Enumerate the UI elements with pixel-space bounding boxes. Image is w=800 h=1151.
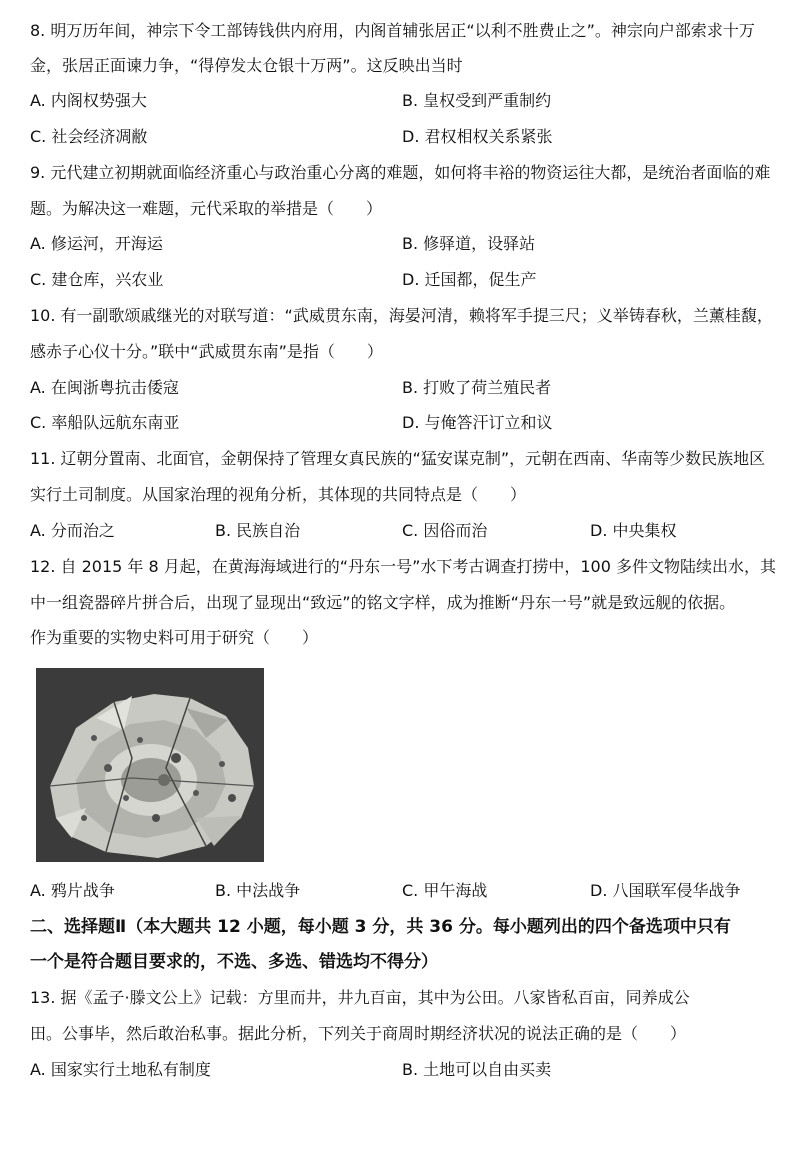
q12-stem-line3: 作为重要的实物史料可用于研究（ ） bbox=[30, 628, 319, 647]
q8-option-b: B. 皇权受到严重制约 bbox=[402, 91, 552, 110]
q12-option-d: D. 八国联军侵华战争 bbox=[590, 881, 741, 900]
q9-option-c: C. 建仓库，兴农业 bbox=[30, 270, 164, 289]
q10-option-d: D. 与俺答汗订立和议 bbox=[402, 413, 553, 432]
porcelain-shards-photo bbox=[36, 668, 264, 862]
q8-stem-line1: 8. 明万历年间，神宗下令工部铸钱供内府用，内阁首辅张居正“以利不胜费止之”。神宗向户部索求十万 bbox=[30, 21, 755, 40]
q10-option-b: B. 打败了荷兰殖民者 bbox=[402, 378, 552, 397]
q9-stem-line1: 9. 元代建立初期就面临经济重心与政治重心分离的难题，如何将丰裕的物资运往大都，是统治者面临的难 bbox=[30, 163, 771, 182]
q8-option-c: C. 社会经济凋敝 bbox=[30, 127, 148, 146]
q10-stem-line1: 10. 有一副歌颂戚继光的对联写道：“武威贯东南，海晏河清，赖将军手提三尺；义举铸春秋，兰薰桂馥， bbox=[30, 306, 773, 325]
q12-stem-line2: 中一组瓷器碎片拼合后，出现了显现出“致远”的铭文字样，成为推断“丹东一号”就是致远舰的依据。 bbox=[30, 593, 736, 612]
q9-option-d: D. 迁国都，促生产 bbox=[402, 270, 537, 289]
q11-option-d: D. 中央集权 bbox=[590, 521, 677, 540]
q12-option-a: A. 鸦片战争 bbox=[30, 881, 115, 900]
q12-option-c: C. 甲午海战 bbox=[402, 881, 488, 900]
q12-option-b: B. 中法战争 bbox=[215, 881, 301, 900]
q11-stem-line2: 实行土司制度。从国家治理的视角分析，其体现的共同特点是（ ） bbox=[30, 485, 527, 504]
q10-option-c: C. 率船队远航东南亚 bbox=[30, 413, 180, 432]
q9-stem-line2: 题。为解决这一难题，元代采取的举措是（ ） bbox=[30, 199, 383, 218]
q13-option-b: B. 土地可以自由买卖 bbox=[402, 1060, 552, 1079]
q8-stem-line2: 金，张居正面谏力争，“得停发太仓银十万两”。这反映出当时 bbox=[30, 56, 463, 75]
q13-option-a: A. 国家实行土地私有制度 bbox=[30, 1060, 211, 1079]
q11-option-c: C. 因俗而治 bbox=[402, 521, 488, 540]
q8-option-d: D. 君权相权关系紧张 bbox=[402, 127, 553, 146]
q11-stem-line1: 11. 辽朝分置南、北面官，金朝保持了管理女真民族的“猛安谋克制”，元朝在西南、华南等少数民族地区 bbox=[30, 449, 766, 468]
q9-option-b: B. 修驿道，设驿站 bbox=[402, 234, 536, 253]
q11-option-a: A. 分而治之 bbox=[30, 521, 115, 540]
q10-stem-line2: 感赤子心仪十分。”联中“武威贯东南”是指（ ） bbox=[30, 342, 383, 361]
q11-option-b: B. 民族自治 bbox=[215, 521, 301, 540]
section2-heading-line1: 二、选择题Ⅱ（本大题共 12 小题，每小题 3 分，共 36 分。每小题列出的四个备选项中只有 bbox=[30, 917, 731, 937]
q8-option-a: A. 内阁权势强大 bbox=[30, 91, 147, 110]
q13-stem-line1: 13. 据《孟子·滕文公上》记载：方里而井，井九百亩，其中为公田。八家皆私百亩，同养成公 bbox=[30, 988, 690, 1007]
q12-stem-line1: 12. 自 2015 年 8 月起，在黄海海域进行的“丹东一号”水下考古调查打捞中，100 多件文物陆续出水，其 bbox=[30, 557, 776, 576]
section2-heading-line2: 一个是符合题目要求的，不选、多选、错选均不得分） bbox=[30, 952, 438, 972]
q13-stem-line2: 田。公事毕，然后敢治私事。据此分析，下列关于商周时期经济状况的说法正确的是（ ） bbox=[30, 1024, 687, 1043]
q9-option-a: A. 修运河，开海运 bbox=[30, 234, 163, 253]
porcelain-plate-illustration bbox=[36, 668, 264, 862]
q10-option-a: A. 在闽浙粤抗击倭寇 bbox=[30, 378, 179, 397]
